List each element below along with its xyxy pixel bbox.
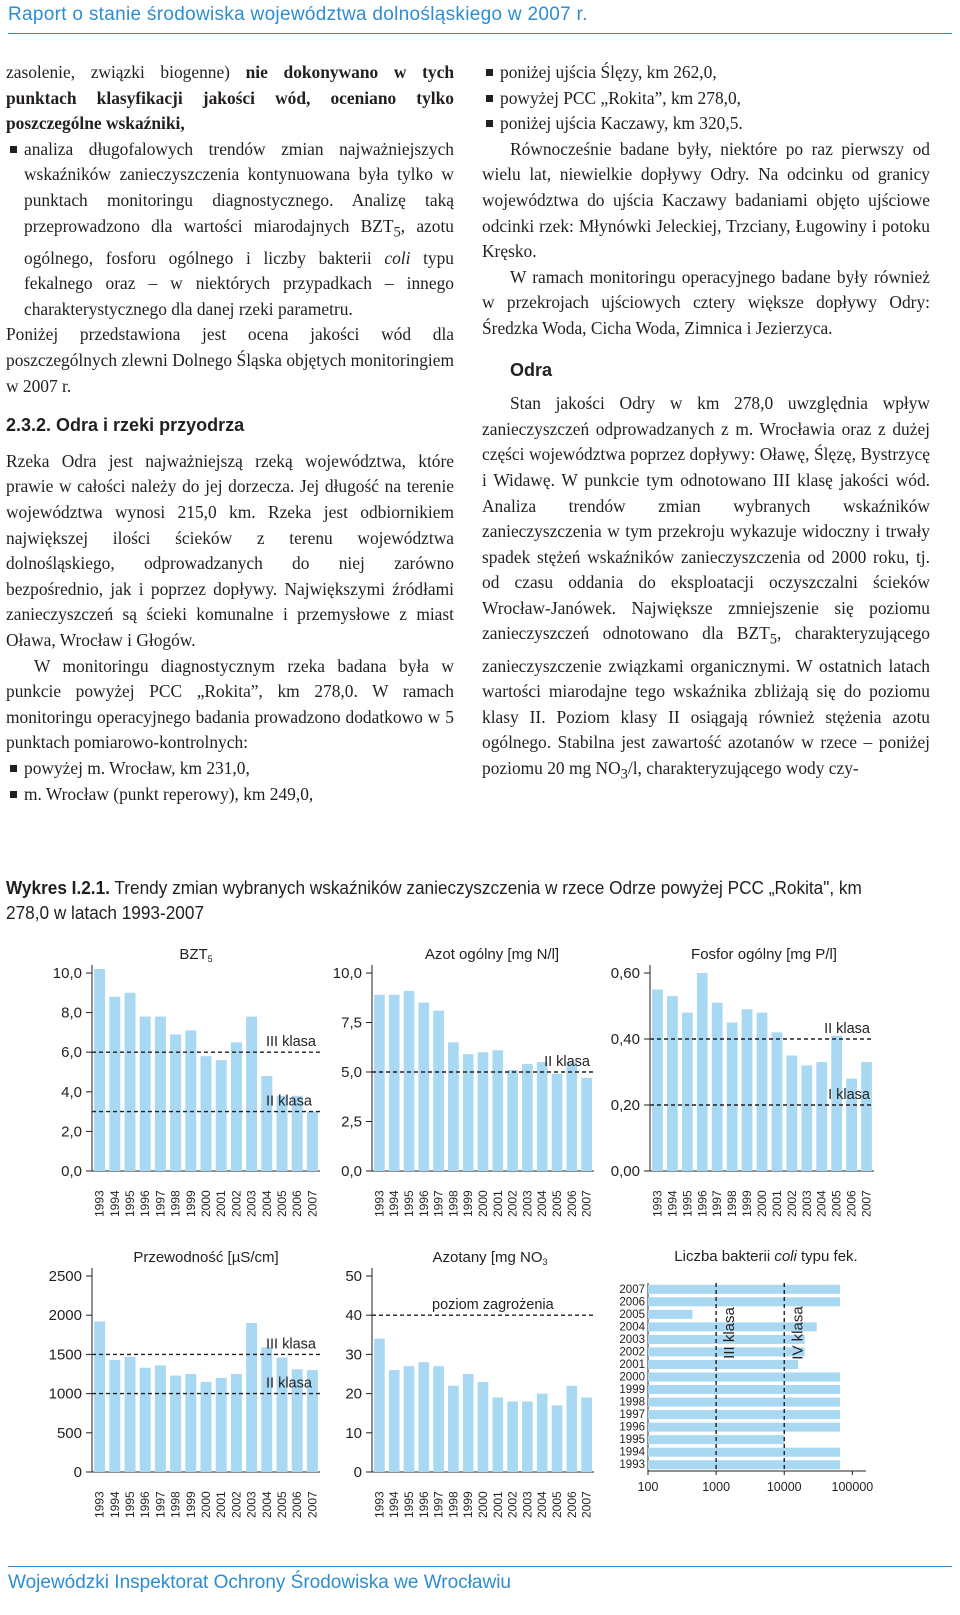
bar — [816, 1062, 827, 1171]
x-tick-label: 1995 — [402, 1491, 416, 1518]
x-tick-label: 2002 — [505, 1491, 520, 1518]
x-tick-label: 2004 — [535, 1491, 550, 1518]
header-title: Raport o stanie środowiska województwa dolnośląskiego w 2007 r. — [8, 4, 588, 25]
x-tick-label: 2005 — [550, 1190, 564, 1217]
subheading-odra: Odra — [510, 359, 553, 380]
chart-title-4: Azotany [mg $NO_3$ — [432, 1249, 548, 1267]
y-tick-label: 1993 — [619, 1459, 645, 1472]
bar — [155, 1365, 166, 1472]
threshold-label: II klasa — [824, 1021, 870, 1037]
threshold-label: III klasa — [266, 1034, 316, 1051]
x-tick-label: 2006 — [564, 1190, 579, 1217]
bar — [170, 1376, 181, 1472]
bar — [772, 1032, 783, 1171]
bar — [581, 1398, 592, 1472]
bar — [478, 1052, 489, 1171]
y-tick-label: 0 — [73, 1464, 82, 1481]
y-tick-label: 2003 — [619, 1333, 645, 1346]
bar — [581, 1078, 592, 1171]
chart-title-5: Liczba bakterii coli typu fek. — [674, 1248, 858, 1265]
bar — [648, 1360, 798, 1369]
bar — [648, 1310, 693, 1319]
x-tick-label: 10000 — [766, 1480, 802, 1494]
paragraph-1 — [6, 60, 454, 137]
chart-title-3: Przewodność [µS/cm] — [133, 1249, 279, 1266]
bar — [94, 1321, 105, 1472]
x-tick-label: 1997 — [710, 1190, 725, 1217]
threshold-label: II klasa — [266, 1093, 312, 1110]
x-tick-label: 2004 — [259, 1190, 274, 1217]
y-tick-label: 2,5 — [341, 1113, 362, 1131]
p7-text-c: /l, charakteryzującego wody czy- — [627, 757, 859, 778]
x-tick-label: 1998 — [168, 1491, 183, 1518]
bullet-item: powyżej PCC „Rokita”, km 278,0, — [482, 86, 930, 112]
x-tick-label: 2007 — [305, 1491, 320, 1518]
x-tick-label: 2002 — [229, 1190, 244, 1217]
x-tick-label: 1000 — [702, 1480, 731, 1494]
x-tick-label: 1993 — [372, 1491, 387, 1518]
x-tick-label: 2003 — [799, 1190, 814, 1217]
y-tick-label: 0,00 — [610, 1163, 640, 1180]
x-tick-label: 1997 — [153, 1190, 168, 1217]
figure-caption — [6, 875, 880, 925]
x-tick-label: 2001 — [214, 1491, 229, 1518]
bar — [231, 1042, 242, 1171]
x-tick-label: 1997 — [431, 1491, 446, 1518]
bar — [648, 1385, 840, 1394]
x-tick-label: 2000 — [755, 1190, 769, 1217]
bar — [507, 1401, 518, 1472]
x-tick-label: 2007 — [579, 1491, 594, 1518]
bar — [307, 1112, 318, 1171]
bar — [786, 1056, 797, 1172]
bar — [648, 1448, 840, 1457]
y-tick-label: 0,0 — [61, 1163, 82, 1180]
y-tick-label: 4,0 — [61, 1083, 82, 1101]
bar — [246, 1017, 257, 1171]
bar — [125, 993, 136, 1171]
x-tick-label: 1998 — [168, 1190, 183, 1217]
x-tick-label: 1994 — [107, 1190, 122, 1217]
x-tick-label: 2006 — [290, 1491, 305, 1518]
x-tick-label: 1994 — [107, 1491, 122, 1518]
y-tick-label: 40 — [345, 1307, 362, 1325]
bar — [261, 1076, 272, 1171]
bar — [125, 1357, 136, 1472]
bar — [537, 1394, 548, 1472]
x-tick-label: 1995 — [123, 1491, 137, 1518]
p1-text-a: zasolenie, związki biogenne) — [6, 62, 246, 82]
x-tick-label: 2000 — [476, 1190, 490, 1217]
chart-title-2: Fosfor ogólny [mg P/l] — [691, 946, 837, 963]
bullet-item — [6, 137, 454, 323]
chart-title-0: $BZT_5$ — [179, 946, 213, 964]
bar — [216, 1378, 227, 1472]
bullet1-text-c: typu fekalnego oraz – w niektórych przypadkach – innego charakterystycznego dla danej rzeki parametru. — [24, 247, 455, 319]
paragraph-3: Rzeka Odra jest najważniejszą rzeką województwa, które prawie w całości należy do jej dorzecza. Jej długość na terenie województwa wynosi 215,0 km. Rzeka jest odbiornikiem największej ilości ścieków z terenu województwa dolnośląskiego, odprowadzanych do niej zarówno bezpośrednio, jak i poprzez dopływy. Największymi źródłami zanieczyszczeń są ścieki komunalne i przemysłowe z miast Oława, Wrocław i Głogów. — [6, 450, 454, 650]
bullet1-text: analiza długofalowych trendów zmian najważniejszych wskaźników zanieczyszczenia kontynuowana była tylko w punktach monitoringu diagnostycznego. Analizę taką przeprowadzono dla wartości miarodajnych BZT — [24, 138, 454, 236]
bar — [667, 996, 678, 1171]
y-tick-label: 2,0 — [61, 1123, 82, 1141]
right-column — [482, 60, 930, 788]
x-tick-label: 2003 — [520, 1491, 535, 1518]
bar — [648, 1297, 840, 1306]
y-tick-label: 1000 — [48, 1385, 82, 1403]
x-tick-label: 1996 — [138, 1491, 153, 1518]
y-tick-label: 50 — [345, 1268, 362, 1285]
bar — [648, 1460, 840, 1469]
x-tick-label: 2002 — [784, 1190, 799, 1217]
bar — [94, 969, 105, 1171]
bar — [861, 1062, 872, 1171]
bar — [648, 1285, 840, 1294]
x-tick-label: 1995 — [123, 1190, 137, 1217]
y-tick-label: 10,0 — [52, 965, 82, 982]
bar — [109, 1360, 120, 1472]
bar — [648, 1423, 840, 1432]
y-tick-label: 1995 — [619, 1434, 645, 1447]
y-tick-label: 10,0 — [332, 965, 362, 982]
caption-text: Trendy zmian wybranych wskaźników zanieczyszczenia w rzece Odrze powyżej PCC „Rokita", km 278,0 w latach 1993-2007 — [6, 877, 862, 923]
threshold-label: IV klasa — [789, 1306, 807, 1360]
x-tick-label: 1995 — [680, 1190, 695, 1217]
caption-label: Wykres I.2.1. — [6, 877, 110, 898]
y-tick-label: 2004 — [619, 1321, 645, 1334]
x-tick-label: 1996 — [695, 1190, 710, 1217]
x-tick-label: 100 — [637, 1480, 659, 1494]
paragraph-7 — [482, 391, 930, 788]
bar — [448, 1386, 459, 1472]
bar — [537, 1062, 548, 1171]
bar — [831, 1036, 842, 1171]
x-tick-label: 1993 — [92, 1190, 107, 1217]
y-tick-label: 8,0 — [61, 1004, 82, 1022]
bar — [652, 990, 663, 1172]
x-tick-label: 2000 — [199, 1190, 213, 1217]
y-tick-label: 20 — [345, 1385, 362, 1403]
bar — [418, 1362, 429, 1472]
x-tick-label: 2004 — [814, 1190, 829, 1217]
y-tick-label: 2000 — [48, 1307, 82, 1325]
p1-text-bold: nie dokonywano w tych punktach klasyfikacji jakości wód, oceniano tylko poszczególne wskaźniki, — [6, 62, 454, 134]
threshold-label: III klasa — [266, 1336, 316, 1353]
x-tick-label: 2003 — [244, 1491, 259, 1518]
x-tick-label: 2005 — [275, 1491, 289, 1518]
x-tick-label: 2005 — [829, 1190, 844, 1217]
bar — [697, 973, 708, 1171]
x-tick-label: 2002 — [505, 1190, 520, 1217]
x-tick-label: 1999 — [183, 1491, 198, 1518]
bullet1-text-b: , azotu ogólnego, fosforu ogólnego i liczby bakterii — [24, 215, 454, 268]
x-tick-label: 2007 — [579, 1190, 594, 1217]
bar — [155, 1017, 166, 1171]
y-tick-label: 0 — [353, 1464, 362, 1481]
y-tick-label: 1997 — [619, 1409, 645, 1422]
bar — [463, 1374, 474, 1472]
bullet1-sub: 5 — [393, 224, 401, 241]
bar — [216, 1060, 227, 1171]
x-tick-label: 2006 — [844, 1190, 859, 1217]
bar — [522, 1064, 533, 1171]
bar — [246, 1323, 257, 1472]
y-tick-label: 1994 — [619, 1446, 645, 1459]
y-tick-label: 0,40 — [610, 1031, 640, 1048]
y-tick-label: 5,0 — [341, 1064, 362, 1081]
x-tick-label: 2007 — [305, 1190, 320, 1217]
x-tick-label: 1996 — [416, 1190, 431, 1217]
y-tick-label: 2000 — [619, 1371, 645, 1384]
paragraph-6: W ramach monitoringu operacyjnego badane były również w przekrojach ujściowych cztery większe dopływy Odry: Średzka Woda, Cicha Woda, Zimnica i Jezierzyca. — [482, 266, 930, 338]
paragraph-2: Poniżej przedstawiona jest ocena jakości wód dla poszczególnych zlewni Dolnego Śląska objętych monitoringiem w 2007 r. — [6, 324, 454, 396]
bar — [418, 1003, 429, 1171]
x-tick-label: 2003 — [244, 1190, 259, 1217]
y-tick-label: 10 — [345, 1424, 362, 1442]
y-tick-label: 2002 — [619, 1346, 645, 1359]
bar — [261, 1347, 272, 1472]
x-tick-label: 2000 — [476, 1491, 490, 1518]
threshold-label: poziom zagrożenia — [432, 1297, 554, 1314]
bar — [742, 1009, 753, 1171]
y-tick-label: 2007 — [619, 1283, 645, 1296]
y-tick-label: 30 — [345, 1346, 362, 1364]
x-tick-label: 1999 — [183, 1190, 198, 1217]
y-tick-label: 0,20 — [610, 1097, 640, 1114]
x-tick-label: 1998 — [446, 1190, 461, 1217]
section-heading: 2.3.2. Odra i rzeki przyodrza — [6, 415, 245, 436]
bar — [757, 1013, 768, 1171]
bar — [201, 1382, 212, 1472]
bar — [566, 1386, 577, 1472]
bullet-item: poniżej ujścia Ślęzy, km 262,0, — [482, 60, 930, 86]
x-tick-label: 100000 — [831, 1480, 874, 1494]
bar — [231, 1374, 242, 1472]
bullet-item: poniżej ujścia Kaczawy, km 320,5. — [482, 111, 930, 137]
x-tick-label: 1993 — [372, 1190, 387, 1217]
paragraph-5: Równocześnie badane były, niektóre po raz pierwszy od wielu lat, niewielkie dopływy Odry. Na odcinku od granicy województwa do ujścia Kaczawy badaniami objęto ujściowe odcinki rzek: Młynówki Jeleckiej, Trzciany, Ługowiny i potoku Kręsko. — [482, 138, 930, 262]
x-tick-label: 1997 — [153, 1491, 168, 1518]
x-tick-label: 1997 — [431, 1190, 446, 1217]
y-tick-label: 500 — [56, 1424, 82, 1442]
bar — [433, 1011, 444, 1171]
bar — [552, 1074, 563, 1171]
x-tick-label: 1996 — [138, 1190, 153, 1217]
bar — [648, 1410, 840, 1419]
bar — [448, 1042, 459, 1171]
y-tick-label: 0,60 — [610, 965, 640, 982]
bar — [492, 1050, 503, 1171]
charts-figure — [0, 935, 960, 1535]
bar — [682, 1013, 693, 1171]
bar — [140, 1368, 151, 1472]
x-tick-label: 2002 — [229, 1491, 244, 1518]
bar — [170, 1034, 181, 1171]
x-tick-label: 2001 — [490, 1491, 505, 1518]
x-tick-label: 2007 — [859, 1190, 874, 1217]
bar — [507, 1070, 518, 1171]
bar — [566, 1062, 577, 1171]
bar — [522, 1401, 533, 1472]
bar — [492, 1398, 503, 1472]
footer-rule — [8, 1566, 952, 1567]
threshold-label: II klasa — [266, 1375, 312, 1392]
x-tick-label: 1999 — [461, 1491, 476, 1518]
p7-sub: 5 — [769, 631, 777, 648]
p7-text-a: Stan jakości Odry w km 278,0 uwzględnia wpływ zanieczyszczeń odprowadzanych z m. Wrocławia oraz z dużej części województwa poprzez dopływy: Oławę, Ślęzę, Bystrzycę i Widawę. W punkcie tym odnotowano III klasę jakości wód. Analiza trendów zmian wybranych wskaźników zanieczyszczenia w tym przekroju wykazuje widoczny i trwały spadek stężeń wskaźników zanieczyszczenia od 2000 roku, tj. od czasu oddania do eksploatacji oczyszczalni ścieków Wrocław-Janówek. Największe zmniejszenie się poziomu zanieczyszczeń odnotowano dla BZT — [482, 393, 930, 644]
paragraph-4: W monitoringu diagnostycznym rzeka badana była w punkcie powyżej PCC „Rokita”, km 278,0. W ramach monitoringu operacyjnego badania prowadzono dodatkowo w 5 punktach pomiarowo-kontrolnych: — [6, 655, 454, 753]
bar — [404, 1366, 415, 1472]
y-tick-label: 2005 — [619, 1308, 645, 1321]
p7-text-b: , charakteryzującego zanieczyszczenie związkami organicznymi. W ostatnich latach wartości miarodajne tego wskaźnika zbliżają się do poziomu klasy II. Poziom klasy II osiągają również stężenia azotu ogólnego. Stabilna jest zawartość azotanów w rzece – poniżej poziomu 20 mg NO — [482, 623, 931, 778]
x-tick-label: 1995 — [402, 1190, 416, 1217]
chart-title-1: Azot ogólny [mg N/l] — [424, 946, 560, 963]
bar — [727, 1023, 738, 1172]
x-tick-label: 2006 — [564, 1491, 579, 1518]
x-tick-label: 2004 — [259, 1491, 274, 1518]
y-tick-label: 6,0 — [61, 1044, 82, 1062]
x-tick-label: 1993 — [92, 1491, 107, 1518]
footer-text: Wojewódzki Inspektorat Ochrony Środowiska we Wrocławiu — [8, 1572, 511, 1593]
bar — [404, 991, 415, 1171]
bar — [140, 1017, 151, 1171]
p7-sub2: 3 — [620, 766, 628, 783]
x-tick-label: 2005 — [275, 1190, 289, 1217]
x-tick-label: 1994 — [387, 1491, 402, 1518]
bar — [648, 1398, 840, 1407]
x-tick-label: 2001 — [769, 1190, 784, 1217]
threshold-label: III klasa — [721, 1307, 739, 1359]
x-tick-label: 1998 — [446, 1491, 461, 1518]
y-tick-label: 1996 — [619, 1421, 645, 1434]
x-tick-label: 1994 — [387, 1190, 402, 1217]
y-tick-label: 2500 — [48, 1268, 82, 1285]
x-tick-label: 2006 — [290, 1190, 305, 1217]
bullet-item: powyżej m. Wrocław, km 231,0, — [6, 756, 454, 782]
bar — [374, 1339, 385, 1472]
x-tick-label: 2005 — [550, 1491, 564, 1518]
y-tick-label: 2006 — [619, 1296, 645, 1309]
bar — [185, 1374, 196, 1472]
y-tick-label: 1998 — [619, 1396, 645, 1409]
x-tick-label: 1994 — [665, 1190, 680, 1217]
x-tick-label: 2001 — [490, 1190, 505, 1217]
y-tick-label: 1999 — [619, 1384, 645, 1397]
bullet-item: m. Wrocław (punkt reperowy), km 249,0, — [6, 782, 454, 808]
bar — [389, 995, 400, 1171]
bar — [109, 997, 120, 1171]
bar — [433, 1366, 444, 1472]
bar — [374, 995, 385, 1171]
x-tick-label: 2003 — [520, 1190, 535, 1217]
bar — [712, 1003, 723, 1171]
x-tick-label: 1993 — [650, 1190, 665, 1217]
bar — [389, 1370, 400, 1472]
x-tick-label: 1996 — [416, 1491, 431, 1518]
header-rule — [8, 33, 952, 34]
left-column — [6, 60, 454, 807]
x-tick-label: 1999 — [740, 1190, 755, 1217]
y-tick-label: 1500 — [48, 1346, 82, 1364]
bar — [801, 1065, 812, 1171]
bar — [648, 1372, 840, 1381]
x-tick-label: 2001 — [214, 1190, 229, 1217]
x-tick-label: 2000 — [199, 1491, 213, 1518]
y-tick-label: 7,5 — [341, 1014, 362, 1032]
bar — [201, 1056, 212, 1171]
x-tick-label: 2004 — [535, 1190, 550, 1217]
y-tick-label: 2001 — [619, 1358, 645, 1371]
bullet1-coli: coli — [384, 247, 411, 268]
bar — [552, 1405, 563, 1472]
threshold-label: I klasa — [828, 1087, 870, 1103]
y-tick-label: 0,0 — [341, 1163, 362, 1180]
x-tick-label: 1998 — [725, 1190, 740, 1217]
threshold-label: II klasa — [544, 1054, 590, 1070]
bar — [478, 1382, 489, 1472]
x-tick-label: 1999 — [461, 1190, 476, 1217]
